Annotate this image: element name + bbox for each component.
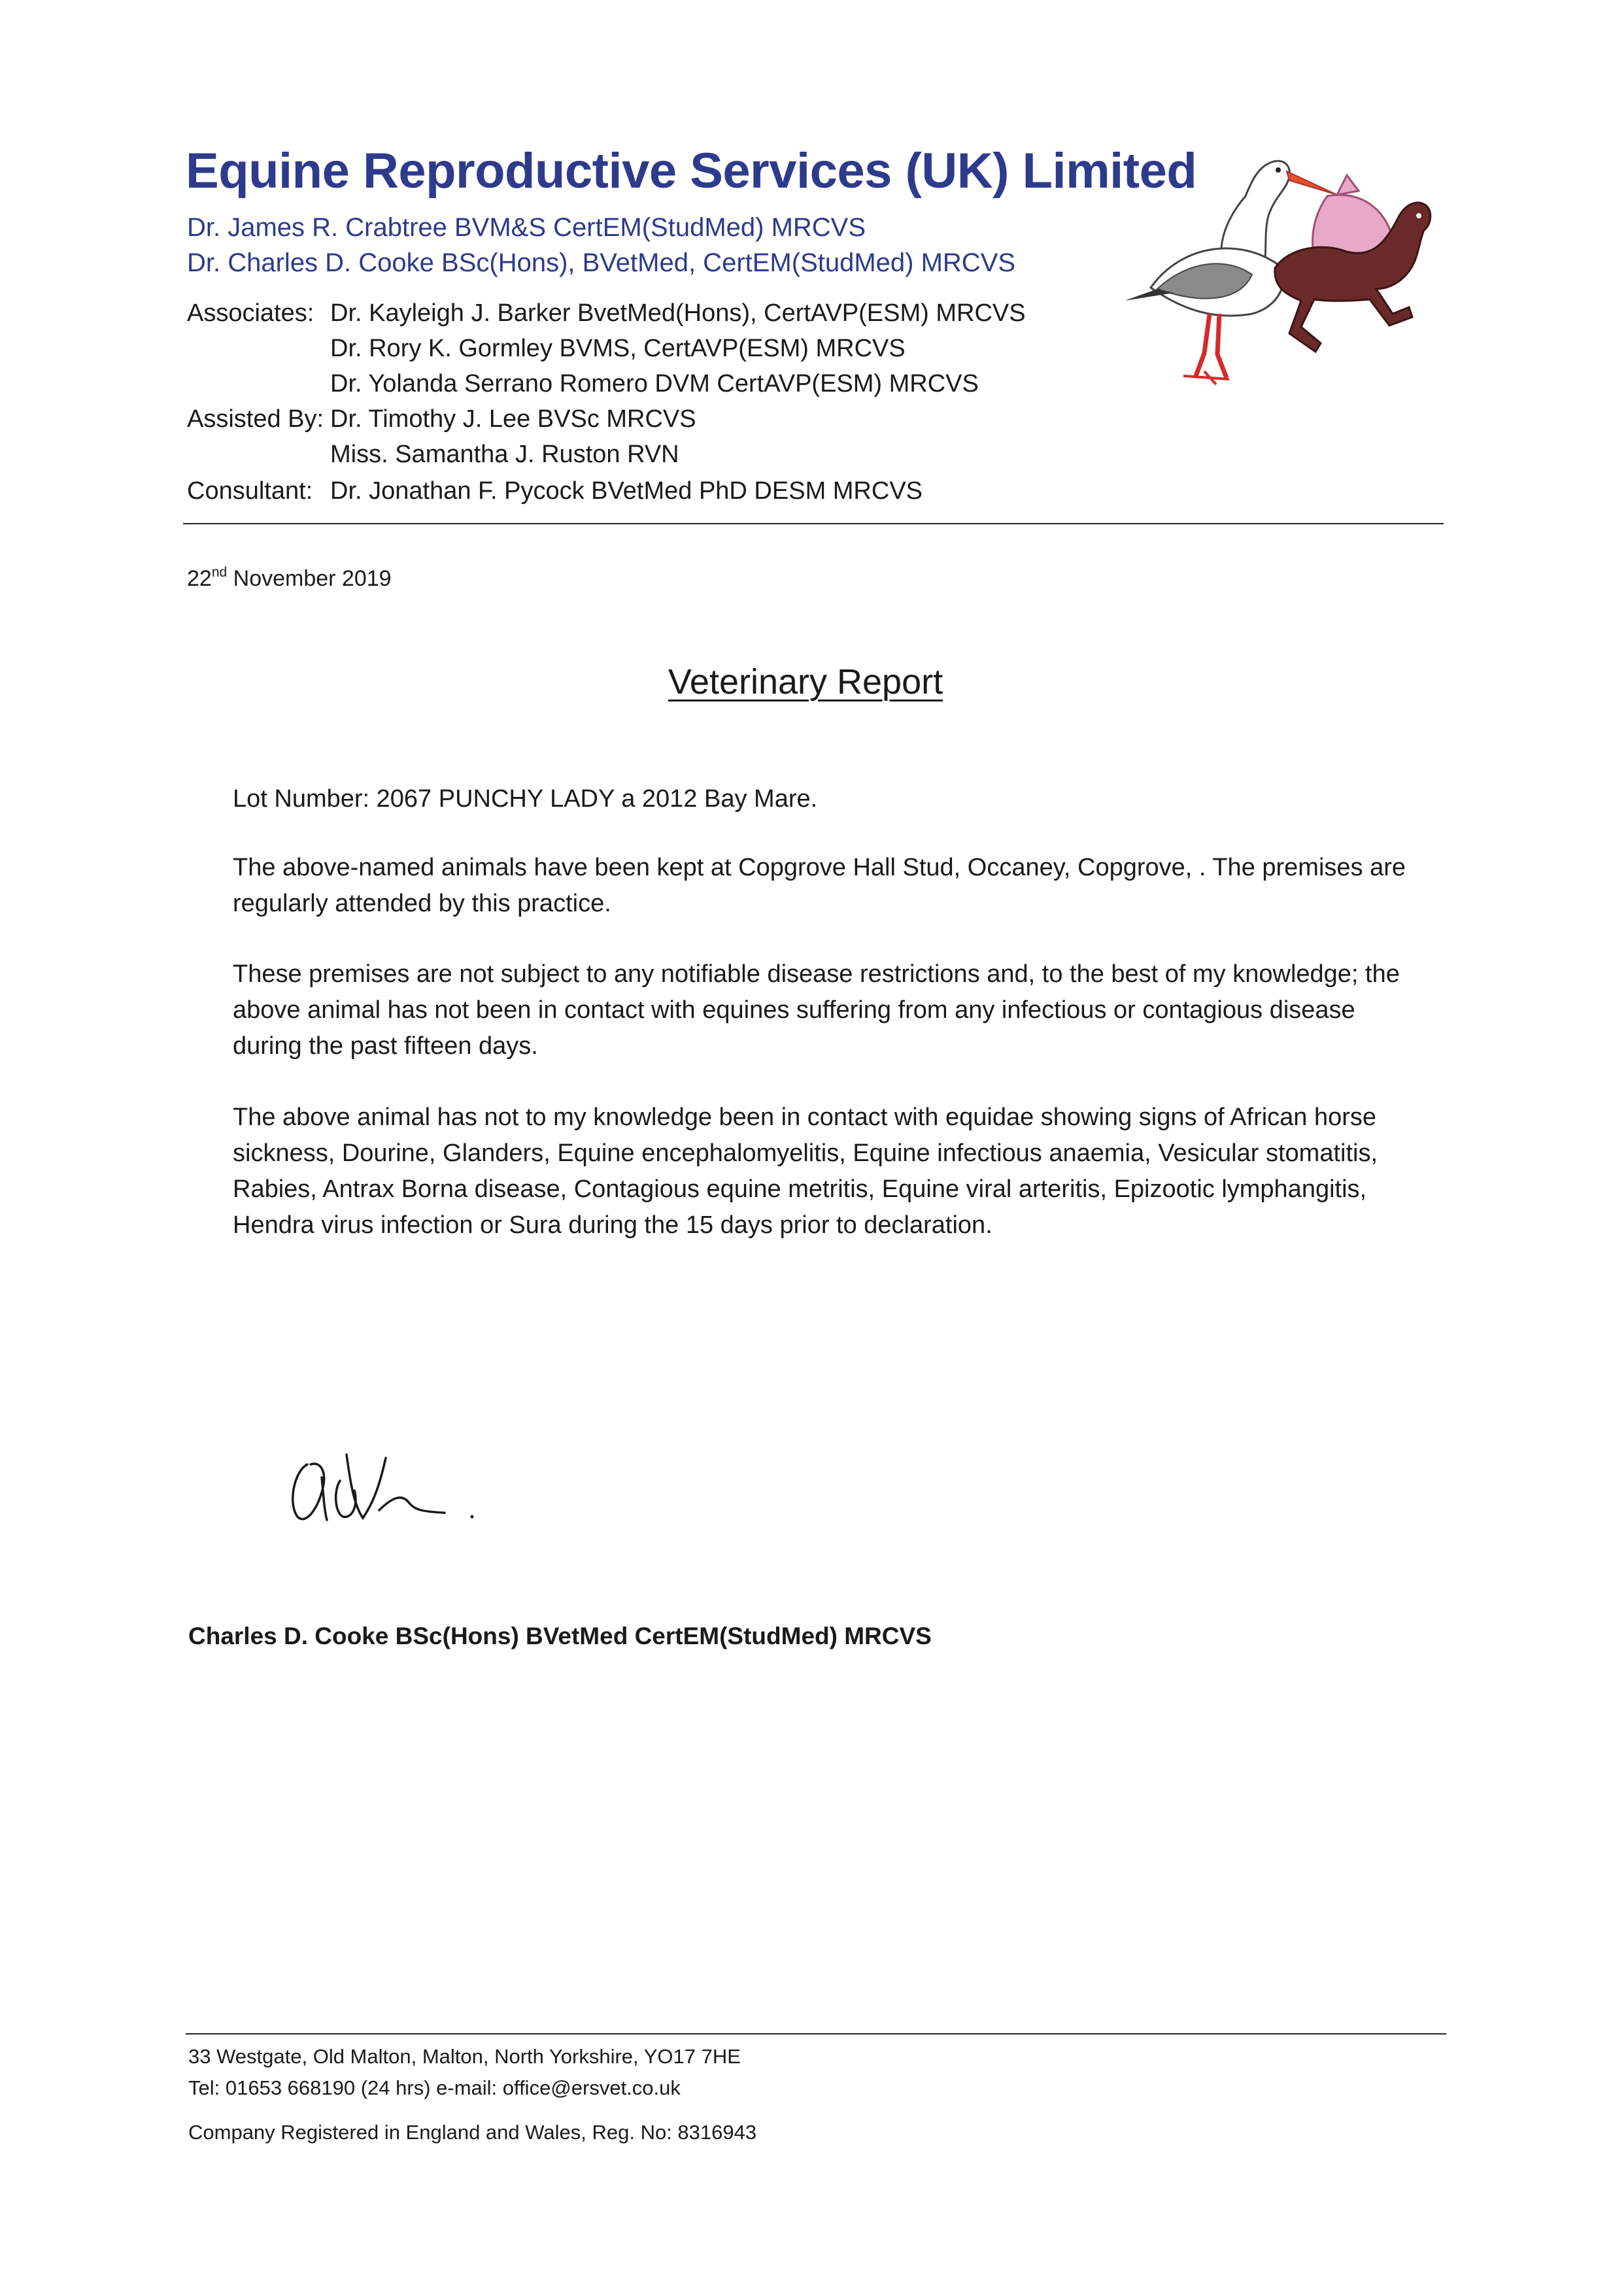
report-paragraph-diseases: The above animal has not to my knowledge been in contact with equidae showing signs of African horse sickness, Dourine, Glanders, Equine encephalomyelitis, Equine infectious anaemia, Vesicular stomatitis, Rabies, Antrax Borna disease, Contagious equine metritis, Equine viral arteritis, Epizootic lymphangitis, Hendra virus infection or Sura during the 15 days prior to declaration.	[233, 1104, 1378, 1239]
report-paragraph-premises: The above-named animals have been kept at Copgrove Hall Stud, Occaney, Copgrove, . The premises are regularly attended by this practice.	[233, 854, 1406, 917]
assisted-by-label: Assisted By:	[187, 405, 324, 433]
letter-date	[187, 566, 392, 592]
company-name: Equine Reproductive Services (UK) Limited	[186, 143, 1197, 199]
header-divider	[183, 523, 1444, 524]
date-month-year: November 2019	[233, 566, 392, 591]
report-paragraph-lot: Lot Number: 2067 PUNCHY LADY a 2012 Bay Mare.	[233, 785, 818, 813]
assistant-2: Miss. Samantha J. Ruston RVN	[330, 441, 679, 468]
signatory-name: Charles D. Cooke BSc(Hons) BVetMed CertEM(StudMed) MRCVS	[188, 1623, 932, 1649]
report-title: Veterinary Report	[668, 662, 943, 701]
date-day: 22	[187, 566, 212, 591]
assistant-1: Dr. Timothy J. Lee BVSc MRCVS	[330, 405, 696, 433]
date-suffix: nd	[211, 565, 228, 580]
partner-1: Dr. James R. Crabtree BVM&S CertEM(StudMed) MRCVS	[187, 213, 866, 242]
consultant-label: Consultant:	[187, 477, 313, 505]
footer-contact: Tel: 01653 668190 (24 hrs) e-mail: office@ersvet.co.uk	[188, 2076, 681, 2099]
footer-address: 33 Westgate, Old Malton, Malton, North Yorkshire, YO17 7HE	[188, 2045, 741, 2068]
stork-carrying-foal-logo-icon	[1111, 118, 1451, 386]
associate-3: Dr. Yolanda Serrano Romero DVM CertAVP(ESM) MRCVS	[330, 370, 979, 397]
handwritten-signature	[281, 1432, 497, 1536]
associates-label: Associates:	[187, 299, 314, 327]
consultant-name: Dr. Jonathan F. Pycock BVetMed PhD DESM MRCVS	[330, 477, 923, 505]
associate-2: Dr. Rory K. Gormley BVMS, CertAVP(ESM) MRCVS	[330, 335, 906, 362]
report-paragraph-restrictions: These premises are not subject to any notifiable disease restrictions and, to the best of my knowledge; the above animal has not been in contact with equines suffering from any infectious or contagious disease during the past fifteen days.	[233, 960, 1400, 1060]
footer-divider	[186, 2033, 1446, 2034]
partner-2: Dr. Charles D. Cooke BSc(Hons), BVetMed, CertEM(StudMed) MRCVS	[187, 248, 1016, 277]
associate-1: Dr. Kayleigh J. Barker BvetMed(Hons), CertAVP(ESM) MRCVS	[330, 299, 1026, 327]
footer-registration: Company Registered in England and Wales, Reg. No: 8316943	[188, 2121, 757, 2144]
